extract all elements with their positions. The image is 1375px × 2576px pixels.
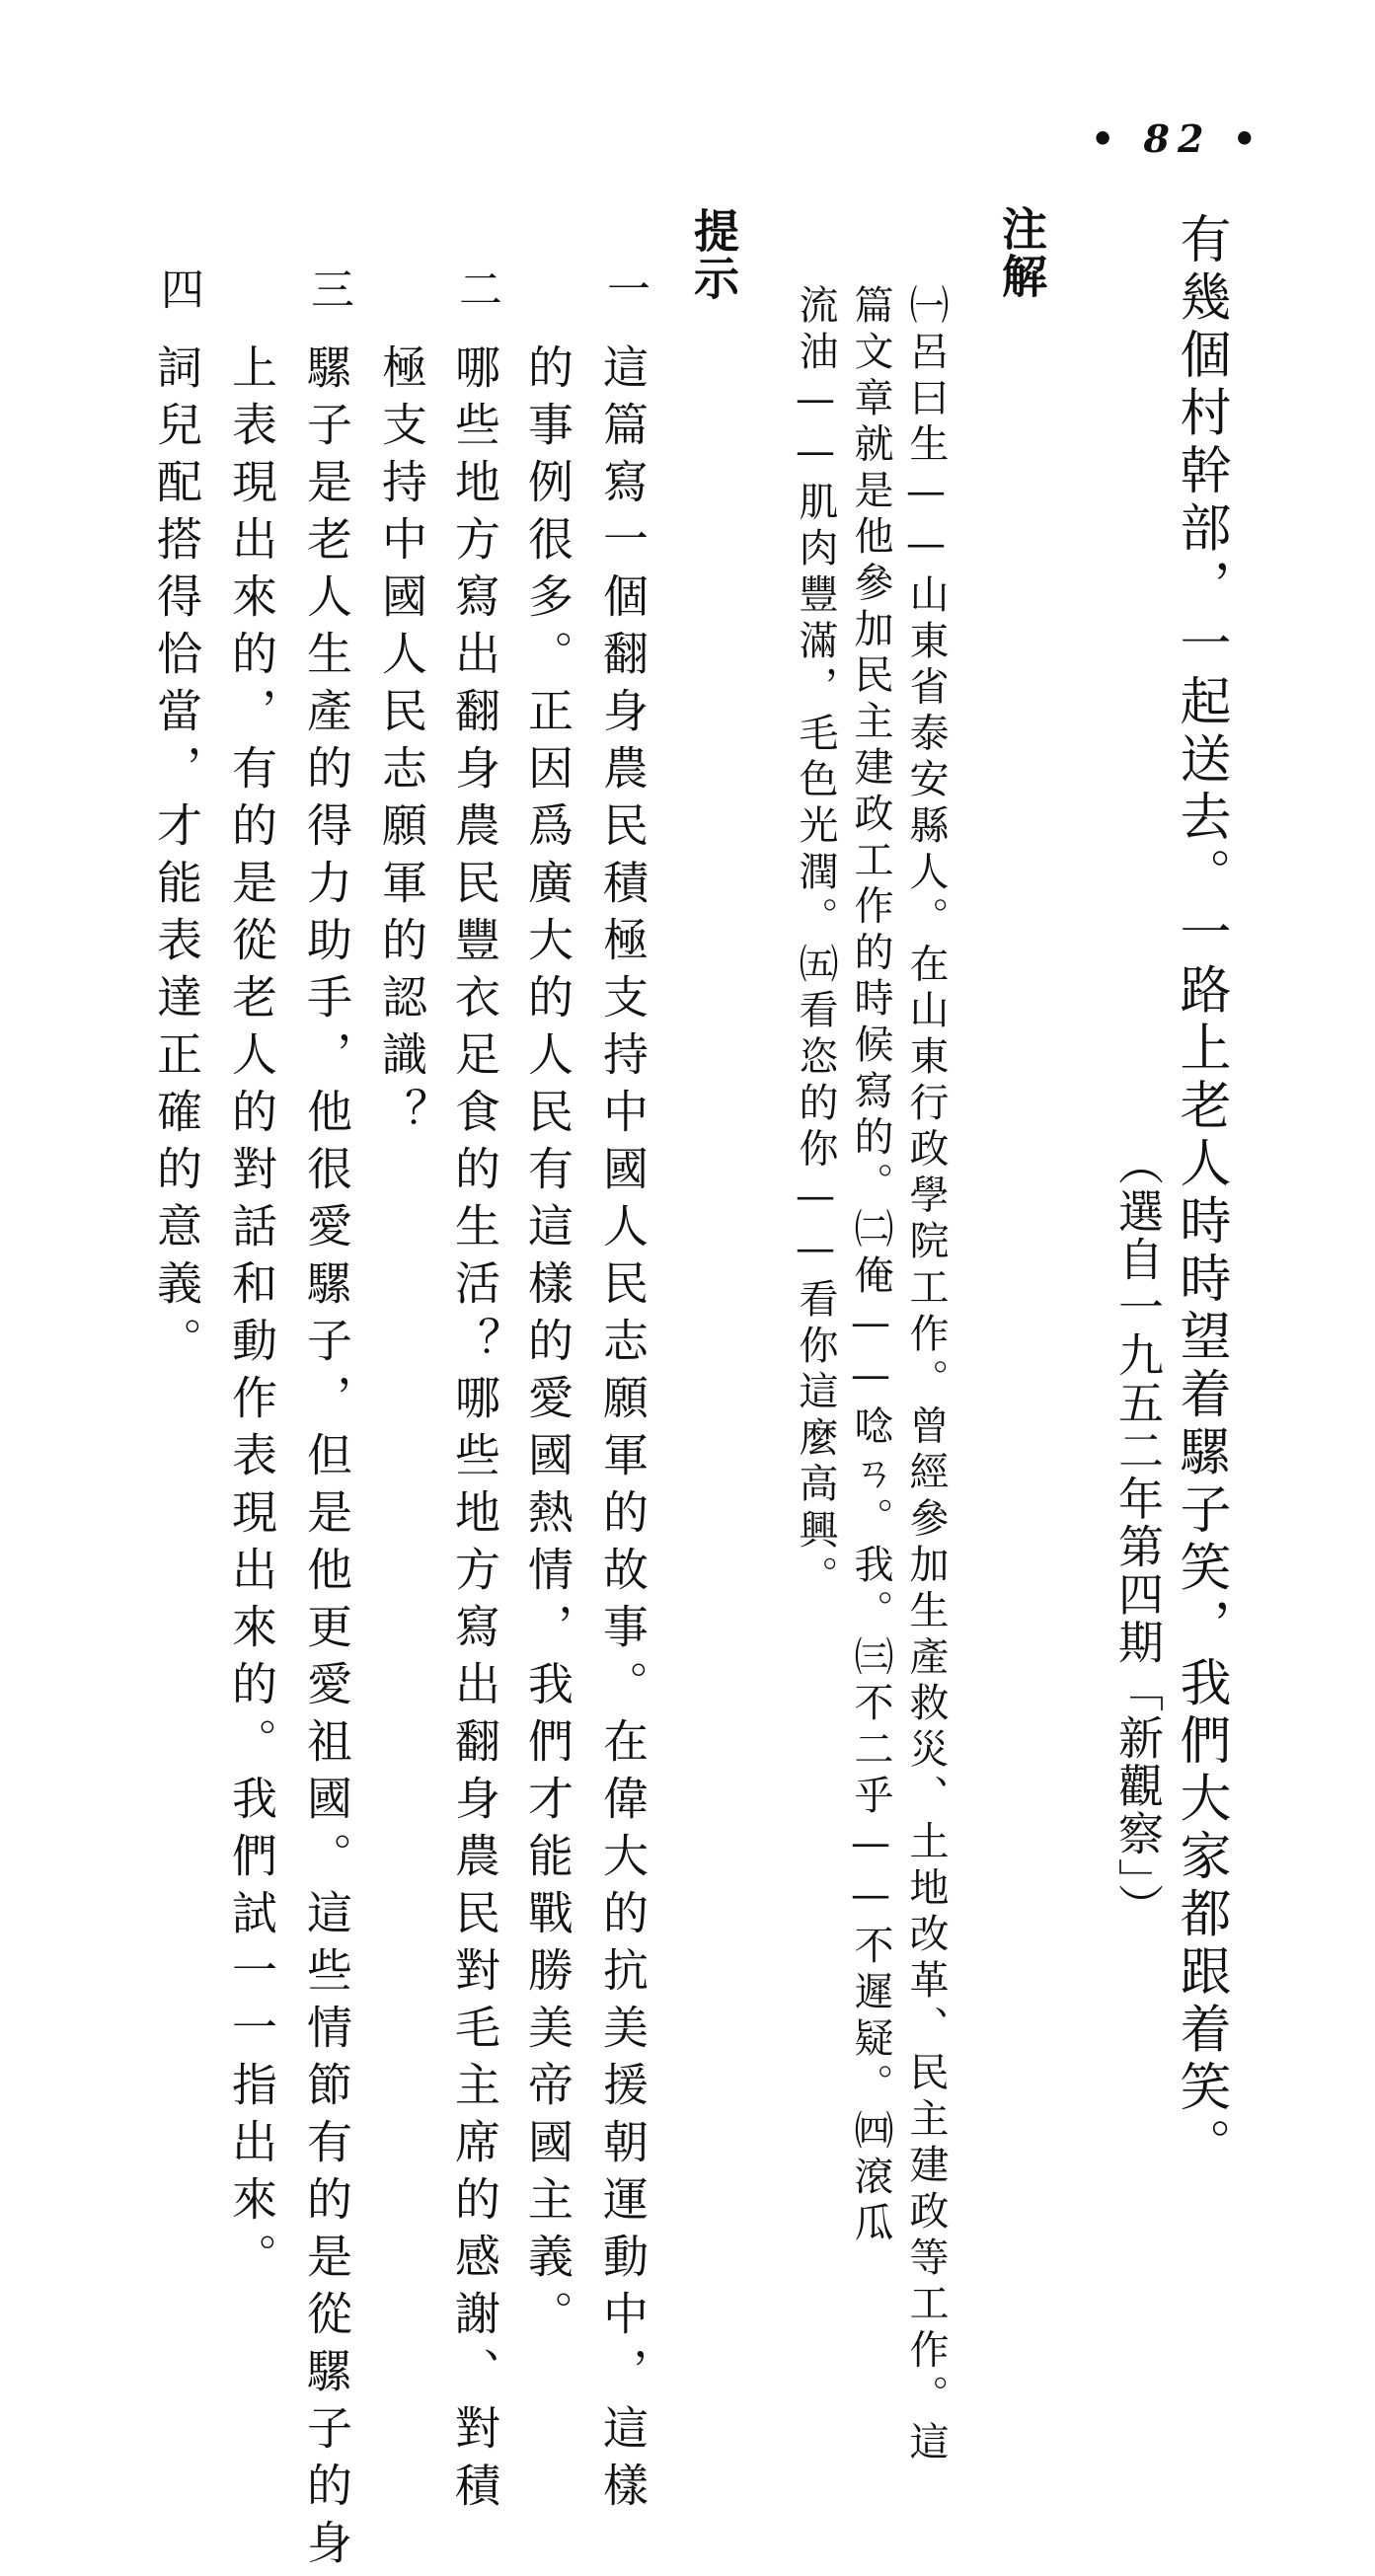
hint-3-number: 三 [303, 266, 353, 310]
main-text-column: 有幾個村幹部，一起送去。一路上老人時時望着騾子笑，我們大家都跟着笑。 [1171, 212, 1230, 2175]
hints-heading: 提示 [687, 207, 740, 302]
hint-3-line-2: 上表現出來的，有的是從老人的對話和動作表現出來的。我們試一一指出來。 [225, 343, 278, 2290]
page-number: • 82 • [1091, 116, 1264, 161]
source-citation: （選自一九五二年第四期「新觀察」） [1111, 1140, 1165, 1932]
hint-3-line-1: 騾子是老人生產的得力助手，他很愛騾子，但是他更愛祖國。這些情節有的是從騾子的身 [300, 343, 353, 2576]
hint-2-line-2: 極支持中國人民志願軍的認識？ [375, 343, 428, 1145]
hint-1-line-2: 的事例很多。正因爲廣大的人民有這樣的愛國熱情，我們才能戰勝美帝國主義。 [521, 343, 574, 2347]
hint-1-number: 一 [599, 266, 649, 310]
note-line-2: 篇文章就是他參加民主建政工作的時候寫的。㈡俺——唸ㄢ。我。㈢不二乎——不遲疑。㈣滾瓜 [848, 284, 893, 2248]
hint-2-line-1: 哪些地方寫出翻身農民豐衣足食的生活？哪些地方寫出翻身農民對毛主席的感謝、對積 [448, 343, 501, 2519]
note-line-1: ㈠呂曰生——山東省泰安縣人。在山東行政學院工作。曾經參加生產救災、土地改革、民主建政等工作。這 [903, 284, 949, 2467]
notes-heading: 注解 [995, 205, 1048, 300]
hint-4-line-1: 詞兒配搭得恰當，才能表達正確的意義。 [150, 343, 203, 1374]
hint-1-line-1: 這篇寫一個翻身農民積極支持中國人民志願軍的故事。在偉大的抗美援朝運動中，這樣 [596, 343, 649, 2519]
note-line-3: 流油——肌肉豐滿，毛色光潤。㈤看恣的你——看你這麼高興。 [793, 284, 838, 1602]
hint-2-number: 二 [451, 266, 501, 310]
hint-4-number: 四 [153, 266, 203, 310]
